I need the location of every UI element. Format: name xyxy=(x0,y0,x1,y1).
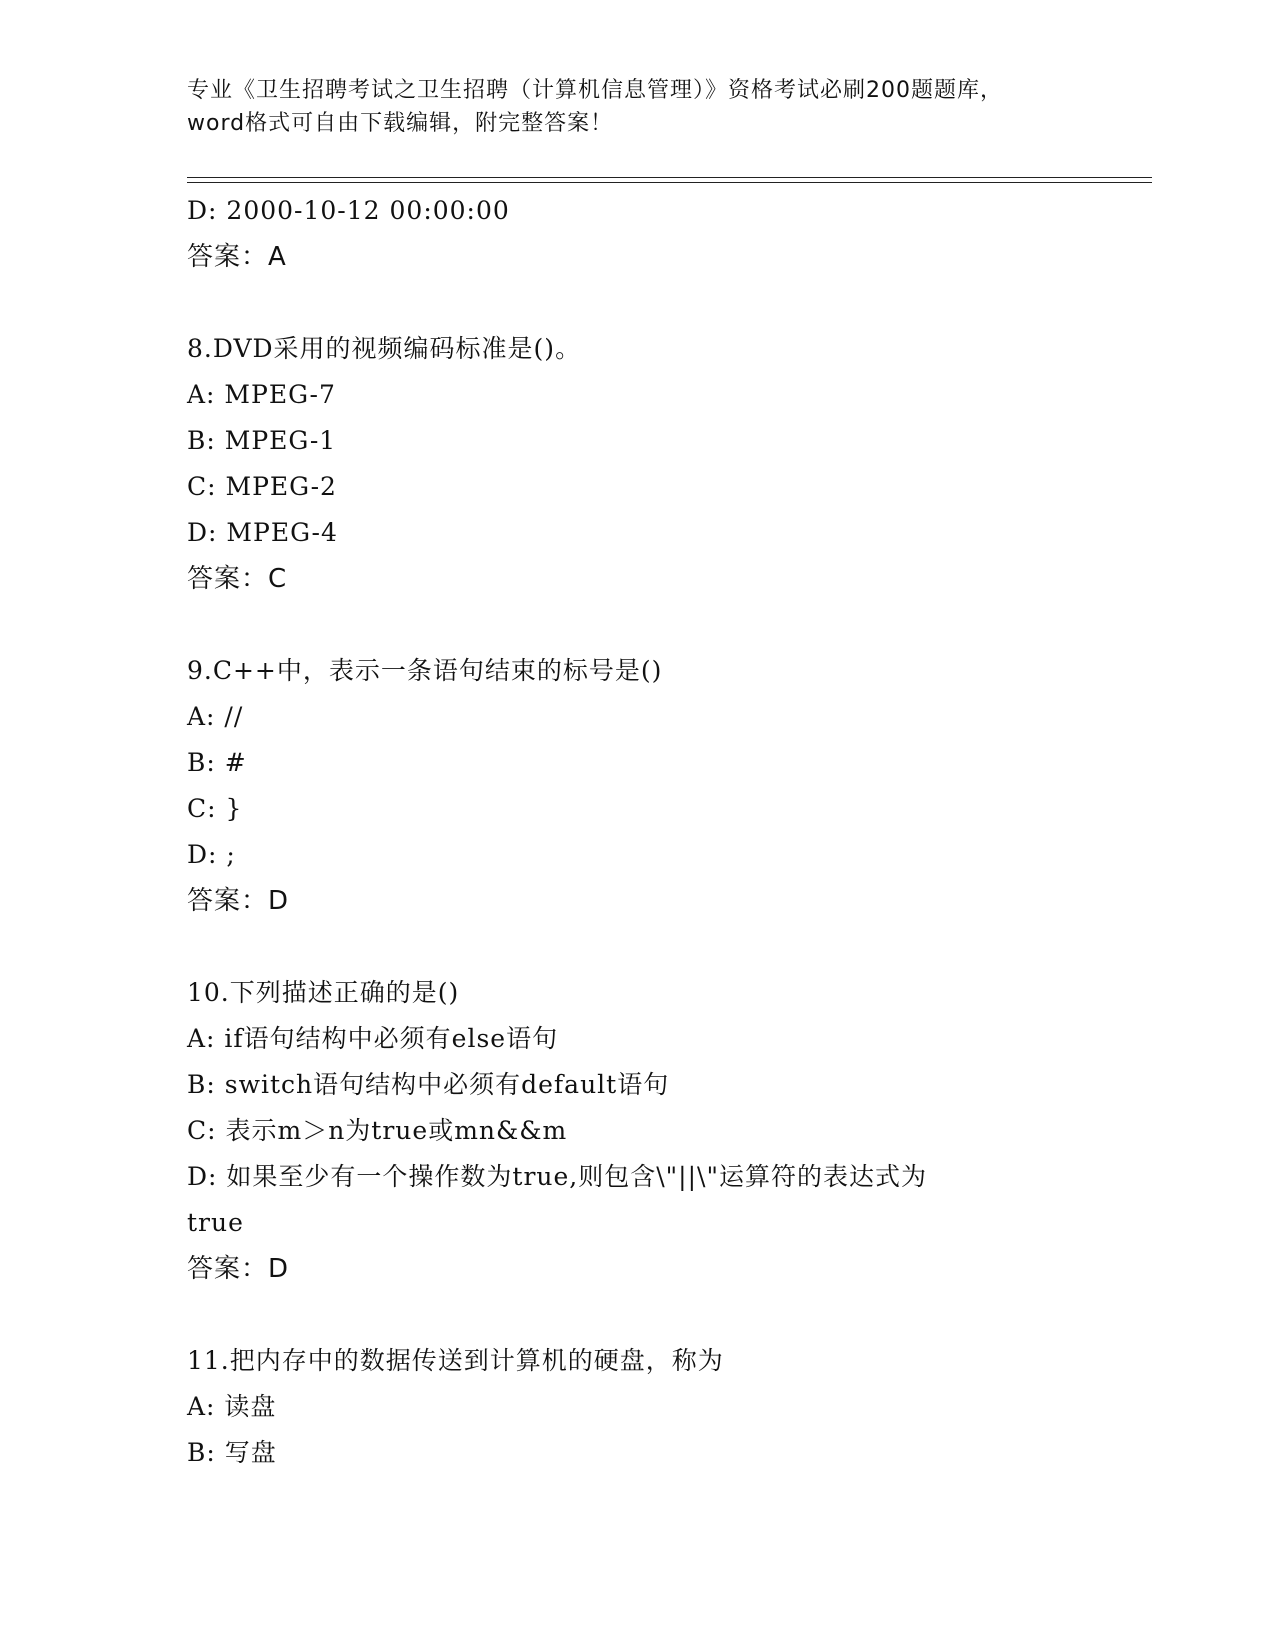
prev-question-option-d: D: 2000-10-12 00:00:00 xyxy=(187,196,510,225)
option-b: B: MPEG-1 xyxy=(187,426,337,455)
spacer xyxy=(187,602,1107,648)
question-8 xyxy=(187,326,1107,602)
answer: 答案：D xyxy=(187,1254,290,1284)
option-a: A: 读盘 xyxy=(187,1392,277,1421)
option-d: D: MPEG-4 xyxy=(187,518,338,547)
option-d-continued: true xyxy=(187,1208,244,1237)
question-stem: 11.把内存中的数据传送到计算机的硬盘，称为 xyxy=(187,1346,724,1375)
answer: 答案：C xyxy=(187,564,288,594)
question-11 xyxy=(187,1338,1107,1476)
option-d: D: 如果至少有一个操作数为true,则包含\"||\"运算符的表达式为 xyxy=(187,1162,927,1191)
question-10 xyxy=(187,970,1107,1292)
question-stem: 10.下列描述正确的是() xyxy=(187,978,460,1007)
question-9 xyxy=(187,648,1107,924)
question-stem: 8.DVD采用的视频编码标准是()。 xyxy=(187,334,582,363)
spacer xyxy=(187,1292,1107,1338)
prev-question-answer: 答案：A xyxy=(187,242,287,272)
option-a: A: MPEG-7 xyxy=(187,380,336,409)
document-header xyxy=(187,74,1087,140)
option-d: D: ; xyxy=(187,840,236,869)
option-b: B: switch语句结构中必须有default语句 xyxy=(187,1070,670,1099)
question-stem: 9.C++中，表示一条语句结束的标号是() xyxy=(187,656,663,685)
question-list xyxy=(187,188,1107,1476)
header-divider-bottom xyxy=(187,182,1152,183)
header-divider-top xyxy=(187,177,1152,178)
spacer xyxy=(187,280,1107,326)
option-a: A: if语句结构中必须有else语句 xyxy=(187,1024,559,1053)
spacer xyxy=(187,924,1107,970)
header-title-line-2: word格式可自由下载编辑，附完整答案！ xyxy=(187,111,614,136)
option-c: C: } xyxy=(187,794,243,823)
header-title-line-1: 专业《卫生招聘考试之卫生招聘（计算机信息管理）》资格考试必刷200题题库， xyxy=(187,78,1003,103)
option-c: C: MPEG-2 xyxy=(187,472,337,501)
option-b: B: 写盘 xyxy=(187,1438,277,1467)
option-c: C: 表示m＞n为true或mn&&m xyxy=(187,1116,568,1145)
answer: 答案：D xyxy=(187,886,290,916)
option-a: A: // xyxy=(187,702,244,731)
option-b: B: # xyxy=(187,748,247,777)
